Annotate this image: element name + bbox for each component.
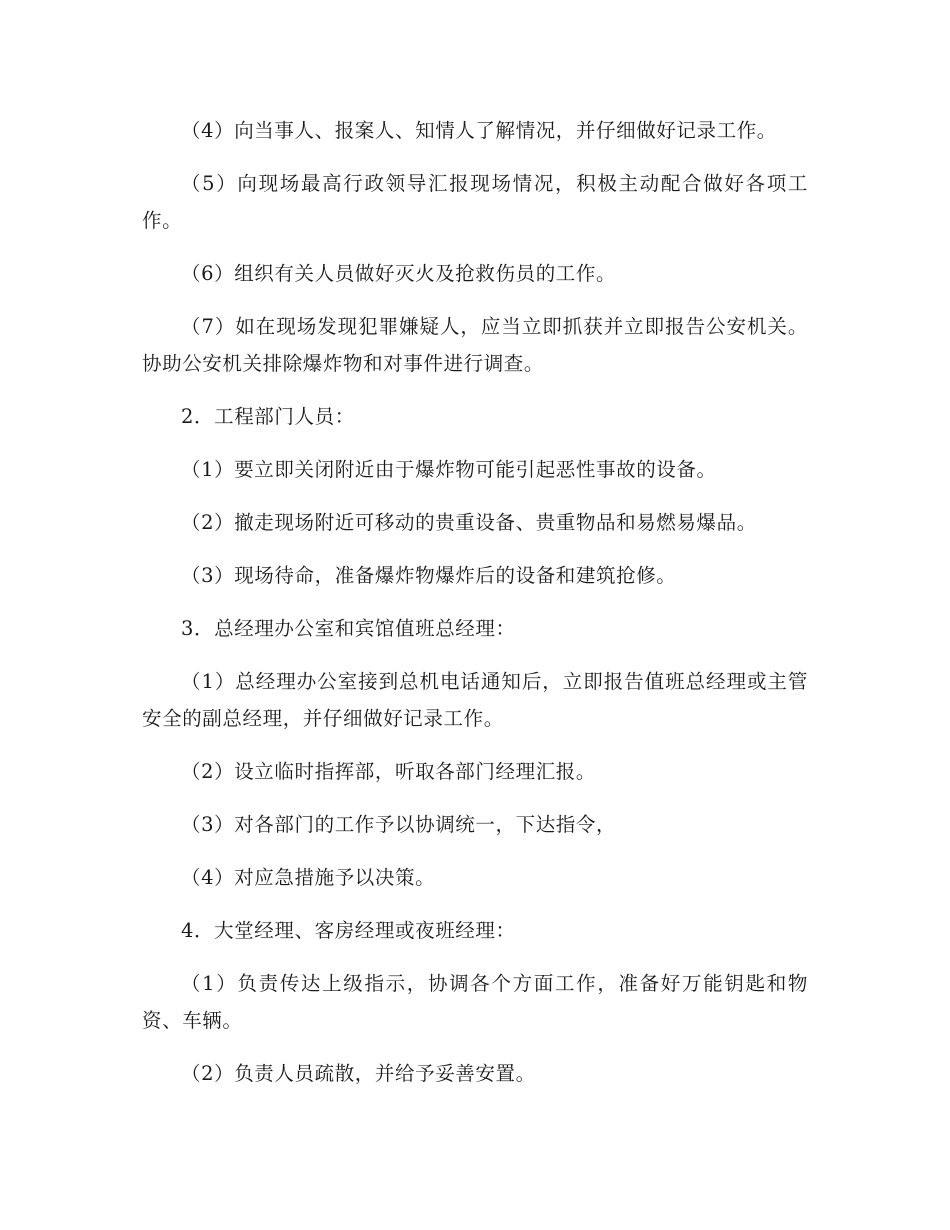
paragraph-lobby-1: （1）负责传达上级指示，协调各个方面工作，准备好万能钥匙和物资、车辆。 [142,972,808,1032]
paragraph-engineering-2: （2）撤走现场附近可移动的贵重设备、贵重物品和易燃易爆品。 [181,511,757,534]
paragraph-gm-office-1: （1）总经理办公室接到总机电话通知后，立即报告值班总经理或主管安全的副总经理，并仔细做好记录工作。 [142,670,808,730]
paragraph-lobby-2: （2）负责人员疏散，并给予妥善安置。 [181,1062,536,1085]
document-body [142,112,808,1108]
paragraph-item-7-suspect: （7）如在现场发现犯罪嫌疑人，应当立即抓获并立即报告公安机关。协助公安机关排除爆炸物和对事件进行调查。 [142,315,808,375]
paragraph-engineering-3: （3）现场待命，准备爆炸物爆炸后的设备和建筑抢修。 [181,564,677,587]
section-heading-lobby-manager: 4．大堂经理、客房经理或夜班经理： [181,919,516,942]
paragraph-gm-office-3: （3）对各部门的工作予以协调统一，下达指令， [181,813,617,836]
paragraph-item-6-rescue: （6）组织有关人员做好灭火及抢救伤员的工作。 [181,262,617,285]
paragraph-gm-office-4: （4）对应急措施予以决策。 [181,866,436,889]
section-heading-gm-office: 3．总经理办公室和宾馆值班总经理： [181,617,516,640]
paragraph-engineering-1: （1）要立即关闭附近由于爆炸物可能引起恶性事故的设备。 [181,458,717,481]
paragraph-item-4-interview: （4）向当事人、报案人、知情人了解情况，并仔细做好记录工作。 [181,119,777,142]
section-heading-engineering: 2．工程部门人员： [181,405,355,428]
paragraph-gm-office-2: （2）设立临时指挥部，听取各部门经理汇报。 [181,760,597,783]
paragraph-item-5-report: （5）向现场最高行政领导汇报现场情况，积极主动配合做好各项工作。 [142,172,808,232]
